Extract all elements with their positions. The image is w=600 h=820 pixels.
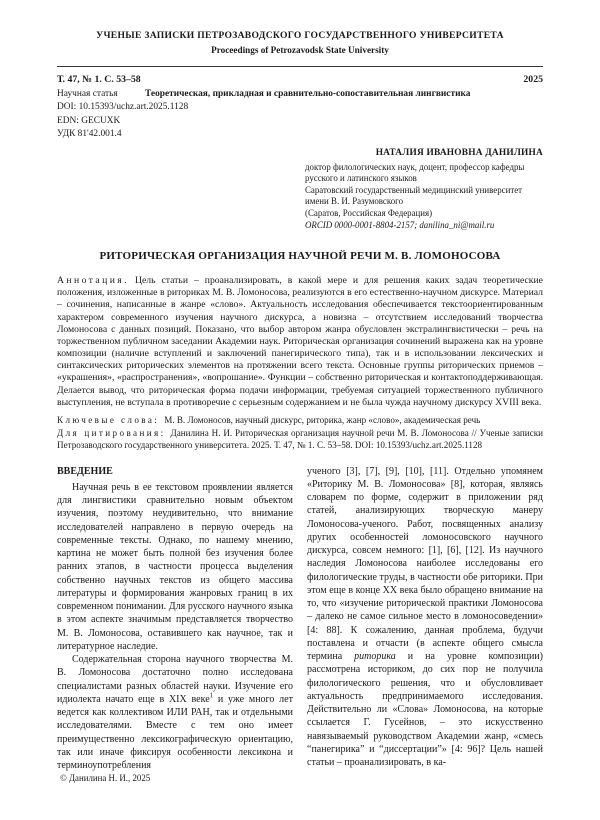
body-paragraph [57,653,293,772]
body-text: Содержательная сторона научного творчества М. В. Ломоносова достаточно полно исследована специалистами разных областей науки. Изучение его идиолекта начато еще в XIX веке [57,654,293,705]
journal-title-ru: УЧЕНЫЕ ЗАПИСКИ ПЕТРОЗАВОДСКОГО ГОСУДАРСТВЕННОГО УНИВЕРСИТЕТА [96,30,504,41]
keywords-label: Ключевые слова: [57,414,160,425]
author-degree: доктор филологических наук, доцент, профессор кафедры русского и латинского языков [305,161,525,184]
article-title: РИТОРИЧЕСКАЯ ОРГАНИЗАЦИЯ НАУЧНОЙ РЕЧИ М. В. ЛОМОНОСОВА [99,250,501,263]
copyright-notice: © Данилина Н. И., 2025 [60,773,151,783]
keywords [57,415,543,427]
udc-line: УДК 81'42.001.4 [57,129,122,139]
article-type: Научная статья [57,88,118,99]
journal-title-en: Proceedings of Petrozavodsk State University [211,45,389,55]
volume-row [57,74,543,85]
body-columns [57,465,543,773]
left-column [57,465,293,773]
keywords-text: М. В. Ломоносов, научный дискурс, риторика, жанр «слово», академическая речь [164,414,481,425]
body-text: и уже много лет ведется как коллективом ИЛИ РАН, так и отдельными исследователями. Вместе с тем оно имеет преимущественно лексикографическую ориентацию, так или иначе фиксируя особенности лексикона и терминоупотребления [57,693,293,772]
header-divider [57,66,543,67]
year: 2025 [523,74,543,85]
author-name: НАТАЛИЯ ИВАНОВНА ДАНИЛИНА [375,148,543,158]
abstract-label: Аннотация. [57,275,129,287]
author-orcid-email: ORCID 0000-0001-8804-2157; danilina_ni@mail.ru [305,219,495,230]
body-paragraph: Научная речь в ее текстовом проявлении является для лингвистики сравнительно новым объектом изучения, поэтому неудивительно, что внимание исследователей направлено в первую очередь на современные тексты. Однако, по нашему мнению, картина не может быть полной без изучения более ранних этапов, в частности процесса выделения собственно научных текстов из общего массива литературы и формирования жанровых границ в их современном понимании. Для русского научного языка в этом аспекте значимым представляется творчество М. В. Ломоносова, оставившего как научное, так и литературное наследие. [57,481,293,652]
italic-term: риторика [354,651,396,663]
author-block [305,148,543,231]
citation-label: Для цитирования: [57,427,166,438]
body-text: и на уровне композиции) рассмотрена историком, до сих пор не получила филологического решения, что и обусловливает актуальность предпринимаемого исследования. Действительно ли «Слова» Ломоносова, на которые ссылается Г. Гусейнов, – это искусственно навязываемый руководством Академии жанр, «смесь “панегирика” и “диссертации”» [4: 96]? Цель нашей статьи – проанализировать, в ка- [307,651,543,769]
journal-section: Теоретическая, прикладная и сравнительно-сопоставительная лингвистика [145,88,471,99]
section-heading-introduction: ВВЕДЕНИЕ [57,465,113,477]
article-type-row [57,89,543,99]
footnote-marker: 1 [209,691,214,700]
abstract [57,275,543,409]
author-location: (Саратов, Российская Федерация) [305,207,433,218]
citation [57,428,543,452]
body-paragraph [307,465,543,770]
doi-line: DOI: 10.15393/uchz.art.2025.1128 [57,102,189,112]
right-column [307,465,543,773]
volume-pages: Т. 47, № 1. С. 53–58 [57,74,141,85]
edn-line: EDN: GECUXK [57,115,121,126]
citation-text: Данилина Н. И. Риторическая организация научной речи М. В. Ломоносова // Ученые записки Петрозаводского государственного университета. 2025. Т. 47, № 1. С. 53–58. DOI: 10.15393/uchz.art.2025.1128 [57,427,543,450]
body-text: ученого [3], [7], [9], [10], [11]. Отдельно упомянем «Риторику М. В. Ломоносова» [8], которая, являясь словарем по форме, содержит в приложении ряд статей, анализирующих творческую манеру Ломоносова-ученого. Работ, посвященных анализу других особенностей ломоносовского научного дискурса, совсем немного: [1], [6], [12]. Из научного наследия Ломоносова наиболее исследованы его филологические труды, в частности обе риторики. При этом еще в конце XX века было обращено внимание на то, что «изучение риторической практики Ломоносова – далеко не самое сильное место в ломоносоведении» [4: 88]. К сожалению, данная проблема, будучи поставлена и отчасти (в аспекте общего смысла термина [307,465,543,663]
abstract-text: Цель статьи – проанализировать, в какой мере и для решения каких задач теоретические положения, изложенные в риториках М. В. Ломоносова, реализуются в его естественно-научном дискурсе. Материал – сочинения, написанные в жанре «слово». Актуальность исследования обеспечивается текстоориентированным характером современного изучения научного дискурса, а новизна – отсутствием исследований творчества Ломоносова с данных позиций. Показано, что выбор автором жанра обусловлен экстралингвистически – речь на торжественном публичном заседании Академии наук. Риторическая организация сочинений выражена как на уровне композиции (наличие вступлений и заключений панегирического типа), так и в использовании лексических и синтаксических риторических элементов на протяжении всего текста. Основные группы риторических приемов – «украшения», «распространения», «вопрошание». Функции – собственно риторическая и контактоподдерживающая. Делается вывод, что риторическая форма подачи информации, требуемая ситуацией торжественного публичного выступления, не вступала в противоречие с серьезным содержанием и не была чужда научному дискурсу XVIII века. [57,275,543,408]
author-affiliation: Саратовский государственный медицинский университет имени В. И. Разумовского [305,184,523,207]
